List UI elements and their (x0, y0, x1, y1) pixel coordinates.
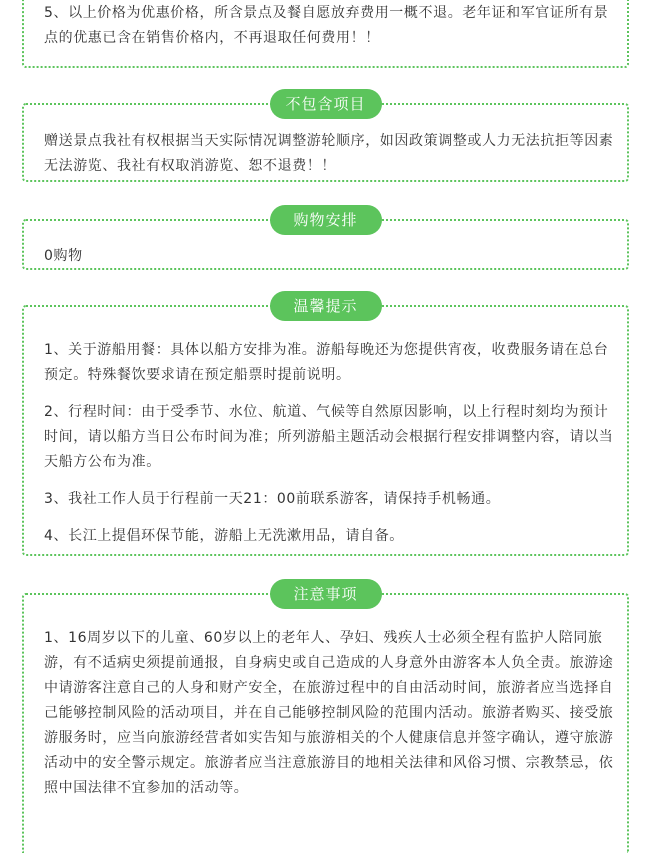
price-note-section (22, 0, 629, 68)
notice-section (22, 585, 629, 853)
tips-item-contact: 3、我社工作人员于行程前一天21：00前联系游客，请保持手机畅通。 (44, 491, 501, 507)
not-included-title: 不包含项目 (270, 89, 382, 119)
not-included-text: 赠送景点我社有权根据当天实际情况调整游轮顺序，如因政策调整或人力无法抗拒等因素无法游览、我社有权取消游览、恕不退费！！ (44, 133, 614, 174)
shopping-section (22, 211, 629, 270)
tips-item-schedule: 2、行程时间：由于受季节、水位、航道、气候等自然原因影响，以上行程时刻均为预计时间，请以船方当日公布时间为准；所列游船主题活动会根据行程安排调整内容，请以当天船方公布为准。 (44, 404, 614, 470)
tips-item-meals: 1、关于游船用餐：具体以船方安排为准。游船每晚还为您提供宵夜，收费服务请在总台预定。特殊餐饮要求请在预定船票时提前说明。 (44, 342, 609, 383)
tips-item-toiletries: 4、长江上提倡环保节能，游船上无洗漱用品，请自备。 (44, 528, 404, 544)
not-included-section (22, 95, 629, 182)
notice-title: 注意事项 (270, 579, 382, 609)
shopping-text: 0购物 (44, 248, 83, 264)
tips-section (22, 297, 629, 556)
tips-title: 温馨提示 (270, 291, 382, 321)
price-note-text: 5、以上价格为优惠价格，所含景点及餐自愿放弃费用一概不退。老年证和军官证所有景点的优惠已含在销售价格内，不再退取任何费用！！ (44, 5, 609, 46)
notice-text: 1、16周岁以下的儿童、60岁以上的老年人、孕妇、残疾人士必须全程有监护人陪同旅游，有不适病史须提前通报，自身病史或自己造成的人身意外由游客本人负全责。旅游途中请游客注意自己的人身和财产安全，在旅游过程中的自由活动时间，旅游者应当选择自己能够控制风险的活动项目，并在自己能够控制风险的范围内活动。旅游者购买、接受旅游服务时，应当向旅游经营者如实告知与旅游相关的个人健康信息并签字确认，遵守旅游活动中的安全警示规定。旅游者应当注意旅游目的地相关法律和风俗习惯、宗教禁忌，依照中国法律不宜参加的活动等。 (44, 630, 614, 796)
shopping-title: 购物安排 (270, 205, 382, 235)
